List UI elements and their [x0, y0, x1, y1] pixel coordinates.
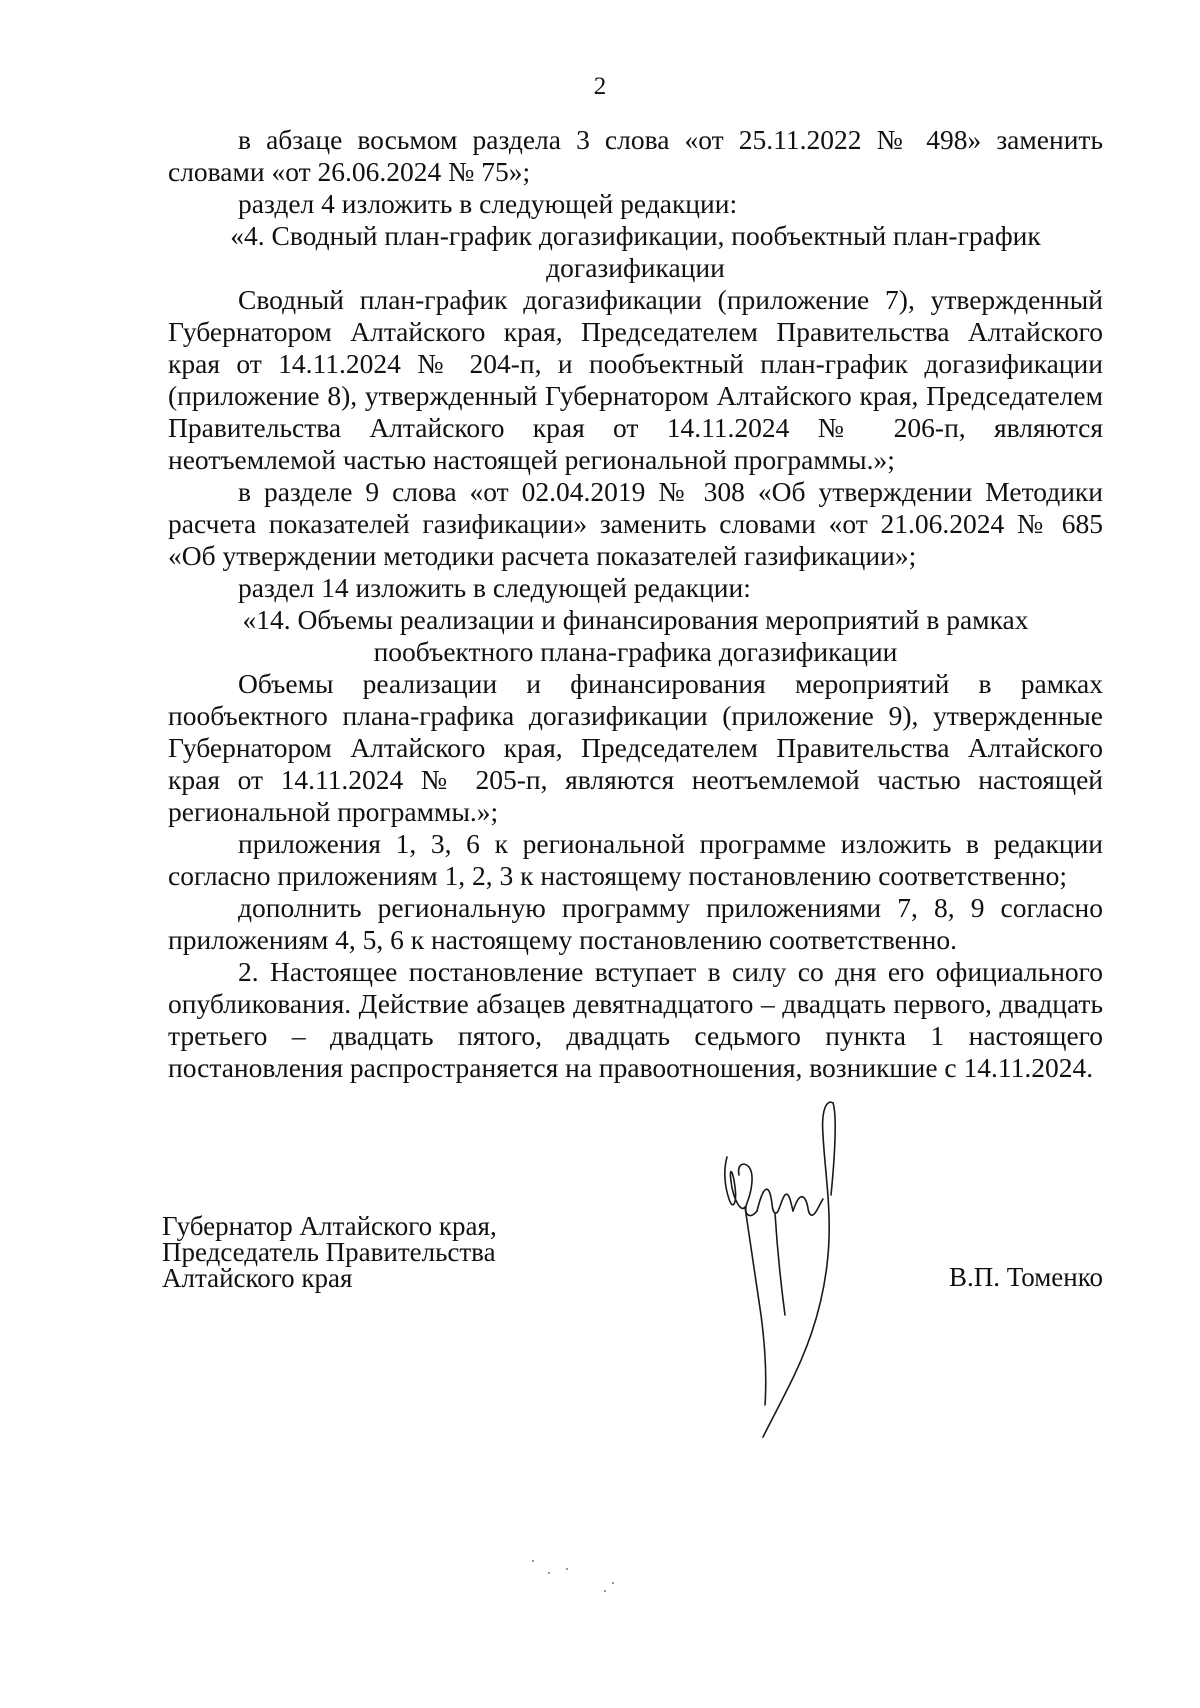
paragraph: Сводный план-график догазификации (приложение 7), утвержденный Губернатором Алтайского края, Председателем Правительства Алтайского края от 14.11.2024 № 204-п, и пообъектный план-график догазификации (приложение 8), утвержденный Губернатором Алтайского края, Председателем Правительства Алтайского края от 14.11.2024 № 206-п, являются неотъемлемой частью настоящей региональной программы.»;	[168, 284, 1103, 475]
section-heading: «4. Сводный план-график догазификации, пообъектный план-график догазификации	[230, 220, 1041, 283]
signatory-title-line: Алтайского края	[162, 1263, 353, 1293]
scan-speck	[532, 1560, 534, 1562]
handwritten-signature	[715, 1095, 855, 1445]
paragraph: в разделе 9 слова «от 02.04.2019 № 308 «Об утверждении Методики расчета показателей газификации» заменить словами «от 21.06.2024 № 685 «Об утверждении методики расчета показателей газификации»;	[168, 476, 1103, 571]
paragraph: дополнить региональную программу приложениями 7, 8, 9 согласно приложениям 4, 5, 6 к настоящему постановлению соответственно.	[168, 892, 1103, 955]
scan-speck	[604, 1590, 606, 1592]
page-number: 2	[593, 73, 607, 100]
paragraph: раздел 14 изложить в следующей редакции:	[238, 572, 751, 603]
paragraph: раздел 4 изложить в следующей редакции:	[238, 188, 738, 219]
paragraph: 2. Настоящее постановление вступает в силу со дня его официального опубликования. Действие абзацев девятнадцатого – двадцать первого, двадцать третьего – двадцать пятого, двадцать седьмого пункта 1 настоящего постановления распространяется на правоотношения, возникшие с 14.11.2024.	[168, 956, 1103, 1083]
document-body	[168, 124, 1103, 1084]
paragraph: в абзаце восьмом раздела 3 слова «от 25.11.2022 № 498» заменить словами «от 26.06.2024 № 75»;	[168, 124, 1103, 187]
scan-speck	[566, 1568, 568, 1570]
scan-speck	[548, 1572, 550, 1574]
paragraph: Объемы реализации и финансирования мероприятий в рамках пообъектного плана-графика догазификации (приложение 9), утвержденные Губернатором Алтайского края, Председателем Правительства Алтайского края от 14.11.2024 № 205-п, являются неотъемлемой частью настоящей региональной программы.»;	[168, 668, 1103, 827]
signatory-name: В.П. Томенко	[949, 1262, 1103, 1292]
signatory-title-line: Губернатор Алтайского края,	[162, 1211, 497, 1241]
section-heading: «14. Объемы реализации и финансирования мероприятий в рамках пообъектного плана-графика догазификации	[242, 604, 1029, 667]
signatory-title	[162, 1213, 497, 1291]
signatory-title-line: Председатель Правительства	[162, 1237, 496, 1267]
scan-speck	[612, 1582, 614, 1584]
paragraph: приложения 1, 3, 6 к региональной программе изложить в редакции согласно приложениям 1, 2, 3 к настоящему постановлению соответственно;	[168, 828, 1103, 891]
